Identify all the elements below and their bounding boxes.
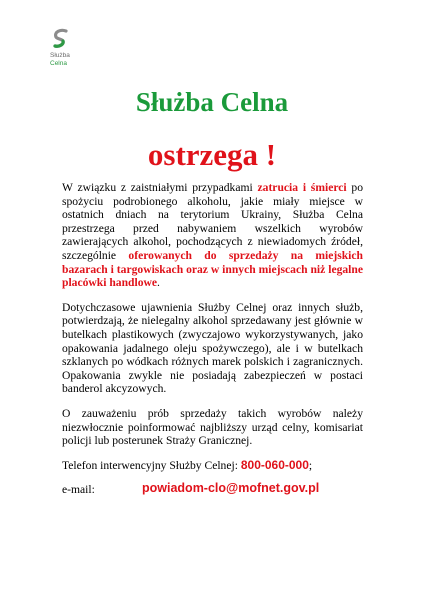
phone-line [62, 459, 363, 473]
document-body [62, 181, 363, 499]
email-label: e-mail: [62, 483, 95, 497]
paragraph-findings: Dotychczasowe ujawnienia Służby Celnej oraz innych służb, potwierdzają, że nielegalny alkohol sprzedawany jest głównie w butelkach plastikowych (zwyczajowo wykorzystywanych, jako opakowania jadalnego oleju spożywczego), ale i w butelkach szklanych po wódkach różnych marek polskich i zagranicznych. Opakowania zwykle nie posiadają zabezpieczeń w postaci banderol akcyzowych. [62, 300, 363, 396]
logo-line-2: Celna [50, 60, 67, 67]
paragraph-1-text-b: po spożyciu podrobionego alkoholu, jakie miały miejsce w ostatnich dniach na terytorium Ukrainy, Służba Celna przestrzega przed nabywaniem wszelkich wyrobów zawierających alkohol, pochodzących z niewiadomych źródeł, szczególnie [62, 181, 364, 262]
paragraph-report: O zauważeniu prób sprzedaży takich wyrobów należy niezwłocznie poinformować najbliższy urząd celny, komisariat policji lub posterunek Straży Granicznej. [62, 406, 363, 448]
phone-number-link[interactable]: 800-060-000 [240, 457, 309, 472]
email-line [62, 483, 363, 499]
paragraph-1-text-c: . [157, 276, 160, 290]
logo-line-1: Służba [50, 52, 70, 59]
poisoning-highlight: zatrucia i śmierci [257, 181, 347, 194]
customs-logo [50, 28, 90, 68]
phone-label: Telefon interwencyjny Służby Celnej: [62, 458, 241, 472]
phone-suffix: ; [308, 458, 313, 472]
warning-heading: ostrzega ! [147, 137, 277, 172]
paragraph-warning [62, 181, 363, 290]
customs-s-logo-icon [50, 28, 72, 50]
page-title: Służba Celna [135, 87, 289, 117]
paragraph-1-text-a: W związku z zaistniałymi przypadkami [62, 181, 258, 194]
email-address-link[interactable]: powiadom-clo@mofnet.gov.pl [142, 481, 320, 496]
markets-highlight: oferowanych do sprzedaży na miejskich bazarach i targowiskach oraz w innych miejscach niż legalne placówki handlowe [62, 248, 363, 290]
